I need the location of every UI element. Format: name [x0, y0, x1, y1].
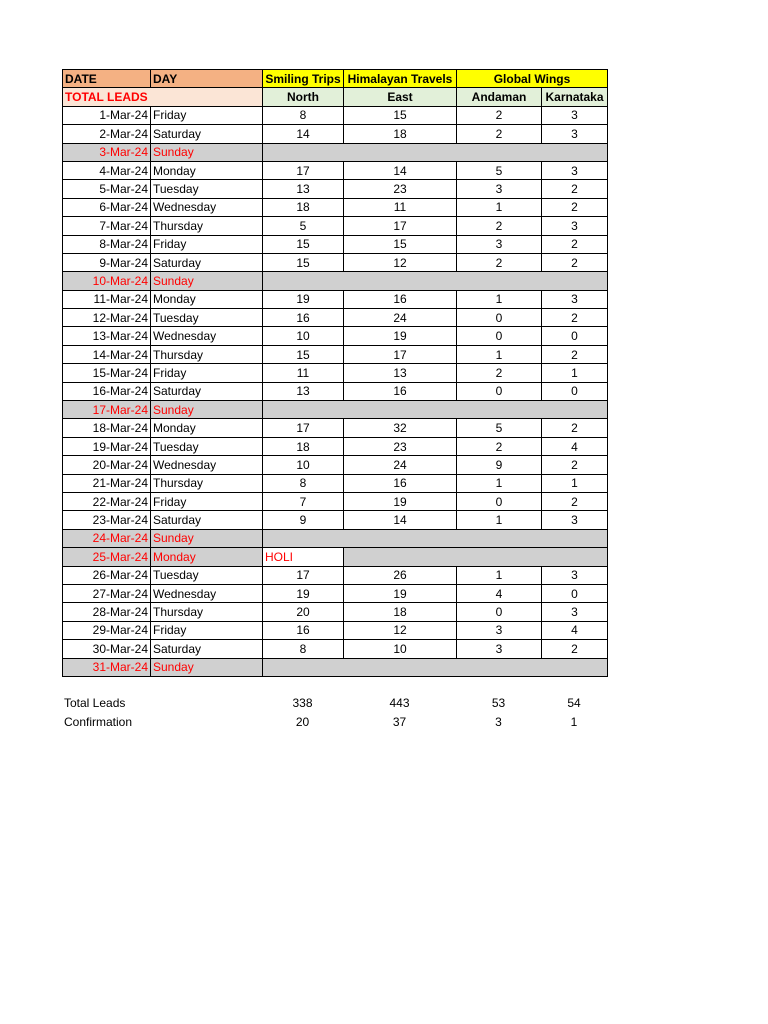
table-row [63, 253, 608, 271]
day-cell[interactable]: Thursday [151, 474, 263, 492]
north-cell[interactable]: 19 [263, 584, 344, 602]
date-cell[interactable]: 10-Mar-24 [63, 272, 151, 290]
karnataka-cell[interactable]: 3 [542, 566, 608, 584]
table-row [63, 180, 608, 198]
day-cell[interactable]: Saturday [151, 511, 263, 529]
east-cell[interactable]: 16 [344, 290, 457, 308]
date-cell[interactable]: 27-Mar-24 [63, 584, 151, 602]
day-cell[interactable]: Friday [151, 621, 263, 639]
andaman-cell[interactable]: 4 [457, 584, 542, 602]
table-row [63, 106, 608, 124]
smiling-trips-header[interactable]: Smiling Trips [263, 70, 344, 88]
date-cell[interactable]: 21-Mar-24 [63, 474, 151, 492]
date-cell[interactable]: 26-Mar-24 [63, 566, 151, 584]
karnataka-cell[interactable]: 3 [542, 161, 608, 179]
andaman-cell[interactable]: 2 [457, 253, 542, 271]
andaman-cell[interactable]: 9 [457, 456, 542, 474]
east-cell[interactable]: 18 [344, 603, 457, 621]
table-row [63, 640, 608, 658]
north-cell[interactable]: 20 [263, 603, 344, 621]
east-cell[interactable]: 12 [344, 253, 457, 271]
east-cell[interactable]: 13 [344, 364, 457, 382]
date-cell[interactable]: 17-Mar-24 [63, 401, 151, 419]
andaman-cell[interactable]: 0 [457, 603, 542, 621]
day-cell[interactable]: Friday [151, 492, 263, 510]
table-row [63, 548, 608, 566]
day-cell[interactable]: Thursday [151, 217, 263, 235]
karnataka-cell[interactable]: 2 [542, 419, 608, 437]
total-leads-header[interactable]: TOTAL LEADS [63, 88, 263, 106]
karnataka-cell[interactable]: 2 [542, 309, 608, 327]
summary-andaman[interactable]: 53 [491, 696, 506, 711]
table-row [63, 235, 608, 253]
north-cell[interactable]: 10 [263, 456, 344, 474]
date-cell[interactable]: 8-Mar-24 [63, 235, 151, 253]
day-cell[interactable]: Wednesday [151, 327, 263, 345]
day-cell[interactable]: Sunday [151, 529, 263, 547]
day-cell[interactable]: Wednesday [151, 456, 263, 474]
day-cell[interactable]: Saturday [151, 382, 263, 400]
andaman-cell[interactable]: 1 [457, 511, 542, 529]
karnataka-cell[interactable]: 3 [542, 511, 608, 529]
andaman-cell[interactable]: 0 [457, 309, 542, 327]
summary-karnataka[interactable]: 54 [567, 696, 581, 711]
header-row-2 [63, 88, 608, 106]
holiday-fill-cell[interactable] [263, 658, 608, 676]
north-cell[interactable]: 18 [263, 437, 344, 455]
date-cell[interactable]: 24-Mar-24 [63, 529, 151, 547]
day-cell[interactable]: Saturday [151, 253, 263, 271]
table-row [63, 217, 608, 235]
table-row [63, 382, 608, 400]
north-cell[interactable]: 9 [263, 511, 344, 529]
andaman-cell[interactable]: 1 [457, 198, 542, 216]
andaman-cell[interactable]: 0 [457, 492, 542, 510]
table-row [63, 125, 608, 143]
east-cell[interactable]: 17 [344, 217, 457, 235]
date-cell[interactable]: 28-Mar-24 [63, 603, 151, 621]
karnataka-cell[interactable]: 3 [542, 125, 608, 143]
table-row [63, 566, 608, 584]
north-header[interactable]: North [263, 88, 344, 106]
east-cell[interactable]: 11 [344, 198, 457, 216]
global-wings-header[interactable]: Global Wings [457, 70, 608, 88]
andaman-cell[interactable]: 1 [457, 290, 542, 308]
date-cell[interactable]: 23-Mar-24 [63, 511, 151, 529]
east-cell[interactable]: 24 [344, 456, 457, 474]
date-cell[interactable]: 16-Mar-24 [63, 382, 151, 400]
andaman-cell[interactable]: 2 [457, 364, 542, 382]
day-cell[interactable]: Monday [151, 161, 263, 179]
day-cell[interactable]: Saturday [151, 125, 263, 143]
table-row [63, 529, 608, 547]
andaman-cell[interactable]: 2 [457, 125, 542, 143]
andaman-cell[interactable]: 1 [457, 345, 542, 363]
date-cell[interactable]: 22-Mar-24 [63, 492, 151, 510]
east-cell[interactable]: 19 [344, 584, 457, 602]
date-cell[interactable]: 30-Mar-24 [63, 640, 151, 658]
north-cell[interactable]: 8 [263, 106, 344, 124]
karnataka-cell[interactable]: 0 [542, 584, 608, 602]
day-cell[interactable]: Wednesday [151, 584, 263, 602]
summary-north[interactable]: 338 [292, 696, 313, 711]
north-cell[interactable]: 15 [263, 345, 344, 363]
north-cell[interactable]: 17 [263, 161, 344, 179]
holiday-fill-cell[interactable] [344, 548, 608, 566]
table-row [63, 143, 608, 161]
table-row [63, 290, 608, 308]
date-cell[interactable]: 20-Mar-24 [63, 456, 151, 474]
table-row [63, 456, 608, 474]
karnataka-cell[interactable]: 2 [542, 640, 608, 658]
east-cell[interactable]: 19 [344, 327, 457, 345]
andaman-cell[interactable]: 3 [457, 235, 542, 253]
table-row [63, 327, 608, 345]
karnataka-cell[interactable]: 2 [542, 180, 608, 198]
day-cell[interactable]: Tuesday [151, 437, 263, 455]
karnataka-cell[interactable]: 2 [542, 456, 608, 474]
date-cell[interactable]: 12-Mar-24 [63, 309, 151, 327]
table-row [63, 437, 608, 455]
table-row [63, 309, 608, 327]
karnataka-cell[interactable]: 1 [542, 364, 608, 382]
day-cell[interactable]: Sunday [151, 401, 263, 419]
andaman-cell[interactable]: 5 [457, 161, 542, 179]
east-cell[interactable]: 14 [344, 511, 457, 529]
table-row [63, 401, 608, 419]
karnataka-cell[interactable]: 2 [542, 235, 608, 253]
north-cell[interactable]: 16 [263, 309, 344, 327]
day-cell[interactable]: Tuesday [151, 566, 263, 584]
day-cell[interactable]: Monday [151, 548, 263, 566]
andaman-cell[interactable]: 0 [457, 327, 542, 345]
day-cell[interactable]: Wednesday [151, 198, 263, 216]
karnataka-cell[interactable]: 2 [542, 253, 608, 271]
date-cell[interactable]: 19-Mar-24 [63, 437, 151, 455]
summary-label[interactable]: Confirmation [64, 714, 133, 729]
holiday-note-cell[interactable]: HOLI [263, 548, 344, 566]
north-cell[interactable]: 19 [263, 290, 344, 308]
day-cell[interactable]: Friday [151, 364, 263, 382]
date-cell[interactable]: 15-Mar-24 [63, 364, 151, 382]
day-cell[interactable]: Tuesday [151, 309, 263, 327]
north-cell[interactable]: 10 [263, 327, 344, 345]
date-cell[interactable]: 3-Mar-24 [63, 143, 151, 161]
east-cell[interactable]: 19 [344, 492, 457, 510]
karnataka-cell[interactable]: 3 [542, 217, 608, 235]
east-cell[interactable]: 18 [344, 125, 457, 143]
north-cell[interactable]: 8 [263, 474, 344, 492]
north-cell[interactable]: 15 [263, 253, 344, 271]
table-row [63, 161, 608, 179]
day-header[interactable]: DAY [151, 70, 263, 88]
date-cell[interactable]: 2-Mar-24 [63, 125, 151, 143]
summary-row [62, 694, 607, 713]
karnataka-cell[interactable]: 4 [542, 621, 608, 639]
andaman-cell[interactable]: 2 [457, 106, 542, 124]
karnataka-cell[interactable]: 3 [542, 106, 608, 124]
date-cell[interactable]: 11-Mar-24 [63, 290, 151, 308]
east-cell[interactable]: 23 [344, 437, 457, 455]
east-cell[interactable]: 10 [344, 640, 457, 658]
day-cell[interactable]: Monday [151, 419, 263, 437]
north-cell[interactable]: 14 [263, 125, 344, 143]
north-cell[interactable]: 7 [263, 492, 344, 510]
karnataka-cell[interactable]: 0 [542, 382, 608, 400]
andaman-cell[interactable]: 2 [457, 217, 542, 235]
holiday-fill-cell[interactable] [263, 272, 608, 290]
table-row [63, 603, 608, 621]
table-row [63, 345, 608, 363]
summary-east[interactable]: 443 [389, 696, 410, 711]
karnataka-cell[interactable]: 2 [542, 345, 608, 363]
date-cell[interactable]: 31-Mar-24 [63, 658, 151, 676]
date-header[interactable]: DATE [63, 70, 151, 88]
date-cell[interactable]: 6-Mar-24 [63, 198, 151, 216]
summary-karnataka[interactable]: 1 [570, 714, 578, 729]
table-row [63, 198, 608, 216]
andaman-cell[interactable]: 1 [457, 566, 542, 584]
date-cell[interactable]: 1-Mar-24 [63, 106, 151, 124]
north-cell[interactable]: 18 [263, 198, 344, 216]
summary-table [62, 694, 607, 731]
andaman-cell[interactable]: 5 [457, 419, 542, 437]
day-cell[interactable]: Thursday [151, 345, 263, 363]
andaman-cell[interactable]: 3 [457, 621, 542, 639]
date-cell[interactable]: 29-Mar-24 [63, 621, 151, 639]
date-cell[interactable]: 9-Mar-24 [63, 253, 151, 271]
table-row [63, 621, 608, 639]
date-cell[interactable]: 25-Mar-24 [63, 548, 151, 566]
east-cell[interactable]: 32 [344, 419, 457, 437]
karnataka-cell[interactable]: 2 [542, 198, 608, 216]
east-cell[interactable]: 26 [344, 566, 457, 584]
andaman-cell[interactable]: 0 [457, 382, 542, 400]
summary-east[interactable]: 37 [392, 714, 407, 729]
north-cell[interactable]: 13 [263, 180, 344, 198]
leads-table [62, 69, 608, 677]
table-row [63, 658, 608, 676]
north-cell[interactable]: 8 [263, 640, 344, 658]
andaman-cell[interactable]: 1 [457, 474, 542, 492]
north-cell[interactable]: 15 [263, 235, 344, 253]
date-cell[interactable]: 13-Mar-24 [63, 327, 151, 345]
north-cell[interactable]: 16 [263, 621, 344, 639]
andaman-header[interactable]: Andaman [457, 88, 542, 106]
andaman-cell[interactable]: 3 [457, 640, 542, 658]
north-cell[interactable]: 17 [263, 566, 344, 584]
day-cell[interactable]: Friday [151, 235, 263, 253]
date-cell[interactable]: 14-Mar-24 [63, 345, 151, 363]
day-cell[interactable]: Thursday [151, 603, 263, 621]
holiday-fill-cell[interactable] [263, 143, 608, 161]
north-cell[interactable]: 13 [263, 382, 344, 400]
day-cell[interactable]: Saturday [151, 640, 263, 658]
table-row [63, 364, 608, 382]
north-cell[interactable]: 17 [263, 419, 344, 437]
date-cell[interactable]: 4-Mar-24 [63, 161, 151, 179]
day-cell[interactable]: Friday [151, 106, 263, 124]
karnataka-cell[interactable]: 3 [542, 290, 608, 308]
east-cell[interactable]: 14 [344, 161, 457, 179]
east-cell[interactable]: 15 [344, 106, 457, 124]
east-cell[interactable]: 24 [344, 309, 457, 327]
summary-label[interactable]: Total Leads [64, 696, 126, 711]
karnataka-cell[interactable]: 3 [542, 603, 608, 621]
table-row [63, 492, 608, 510]
east-cell[interactable]: 17 [344, 345, 457, 363]
east-header[interactable]: East [344, 88, 457, 106]
karnataka-cell[interactable]: 4 [542, 437, 608, 455]
himalayan-travels-header[interactable]: Himalayan Travels [344, 70, 457, 88]
north-cell[interactable]: 11 [263, 364, 344, 382]
east-cell[interactable]: 15 [344, 235, 457, 253]
east-cell[interactable]: 16 [344, 382, 457, 400]
karnataka-header[interactable]: Karnataka [542, 88, 608, 106]
karnataka-cell[interactable]: 0 [542, 327, 608, 345]
table-row [63, 511, 608, 529]
day-cell[interactable]: Sunday [151, 272, 263, 290]
header-row-1 [63, 70, 608, 88]
karnataka-cell[interactable]: 2 [542, 492, 608, 510]
summary-andaman[interactable]: 3 [495, 714, 502, 729]
summary-north[interactable]: 20 [295, 714, 310, 729]
east-cell[interactable]: 12 [344, 621, 457, 639]
table-row [63, 419, 608, 437]
day-cell[interactable]: Sunday [151, 658, 263, 676]
date-cell[interactable]: 5-Mar-24 [63, 180, 151, 198]
east-cell[interactable]: 23 [344, 180, 457, 198]
table-row [63, 272, 608, 290]
holiday-fill-cell[interactable] [263, 401, 608, 419]
day-cell[interactable]: Sunday [151, 143, 263, 161]
day-cell[interactable]: Tuesday [151, 180, 263, 198]
andaman-cell[interactable]: 2 [457, 437, 542, 455]
table-row [63, 584, 608, 602]
east-cell[interactable]: 16 [344, 474, 457, 492]
summary-row [62, 713, 607, 732]
andaman-cell[interactable]: 3 [457, 180, 542, 198]
holiday-fill-cell[interactable] [263, 529, 608, 547]
date-cell[interactable]: 7-Mar-24 [63, 217, 151, 235]
karnataka-cell[interactable]: 1 [542, 474, 608, 492]
date-cell[interactable]: 18-Mar-24 [63, 419, 151, 437]
north-cell[interactable]: 5 [263, 217, 344, 235]
table-row [63, 474, 608, 492]
day-cell[interactable]: Monday [151, 290, 263, 308]
